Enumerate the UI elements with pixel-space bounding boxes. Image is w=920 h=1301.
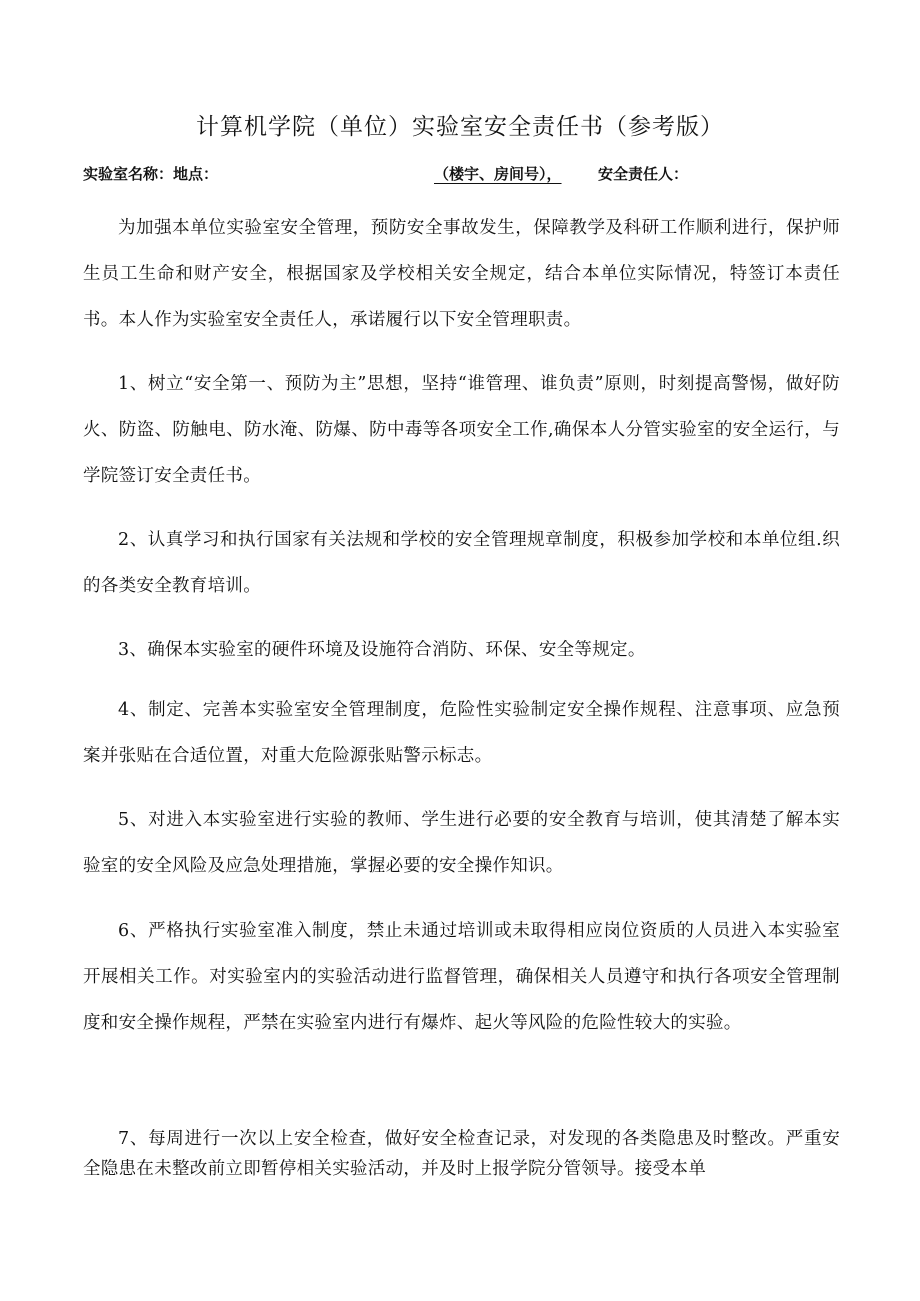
clause-6-paragraph: 6、严格执行实验室准入制度，禁止未通过培训或未取得相应岗位资质的人员进入本实验室开展相关工作。对实验室内的实验活动进行监督管理，确保相关人员遵守和执行各项安全管理制度和安全操作规程，严禁在实验室内进行有爆炸、起火等风险的危险性较大的实验。 xyxy=(83,921,840,1033)
clause-7-paragraph: 7、每周进行一次以上安全检查，做好安全检查记录，对发现的各类隐患及时整改。严重安全隐患在未整改前立即暂停相关实验活动，并及时上报学院分管领导。接受本单 xyxy=(83,1129,840,1179)
location-hint: （楼宇、房间号）， xyxy=(434,165,562,183)
clause-4-paragraph: 4、制定、完善本实验室安全管理制度，危险性实验制定安全操作规程、注意事项、应急预案并张贴在合适位置，对重大危险源张贴警示标志。 xyxy=(83,700,840,766)
clause-3-paragraph: 3、确保本实验室的硬件环境及设施符合消防、环保、安全等规定。 xyxy=(118,640,646,660)
responsible-person-label: 安全责任人： xyxy=(598,165,689,183)
lab-name-location-label: 实验室名称：地点： xyxy=(83,165,219,183)
clause-1-paragraph: 1、树立“安全第一、预防为主”思想，坚持“谁管理、谁负责”原则，时刻提高警惕，做好防火、防盗、防触电、防水淹、防爆、防中毒等各项安全工作,确保本人分管实验室的安全运行，与学院签订安全责任书。 xyxy=(83,374,840,486)
clause-5-paragraph: 5、对进入本实验室进行实验的教师、学生进行必要的安全教育与培训，使其清楚了解本实验室的安全风险及应急处理措施，掌握必要的安全操作知识。 xyxy=(83,810,840,876)
intro-paragraph: 为加强本单位实验室安全管理，预防安全事故发生，保障教学及科研工作顺利进行，保护师生员工生命和财产安全，根据国家及学校相关安全规定，结合本单位实际情况，特签订本责任书。本人作为实验室安全责任人，承诺履行以下安全管理职责。 xyxy=(83,218,840,330)
document-title: 计算机学院（单位）实验室安全责任书（参考版） xyxy=(196,114,724,140)
clause-2-paragraph: 2、认真学习和执行国家有关法规和学校的安全管理规章制度，积极参加学校和本单位组.织的各类安全教育培训。 xyxy=(83,530,840,596)
lab-info-line xyxy=(0,163,920,187)
